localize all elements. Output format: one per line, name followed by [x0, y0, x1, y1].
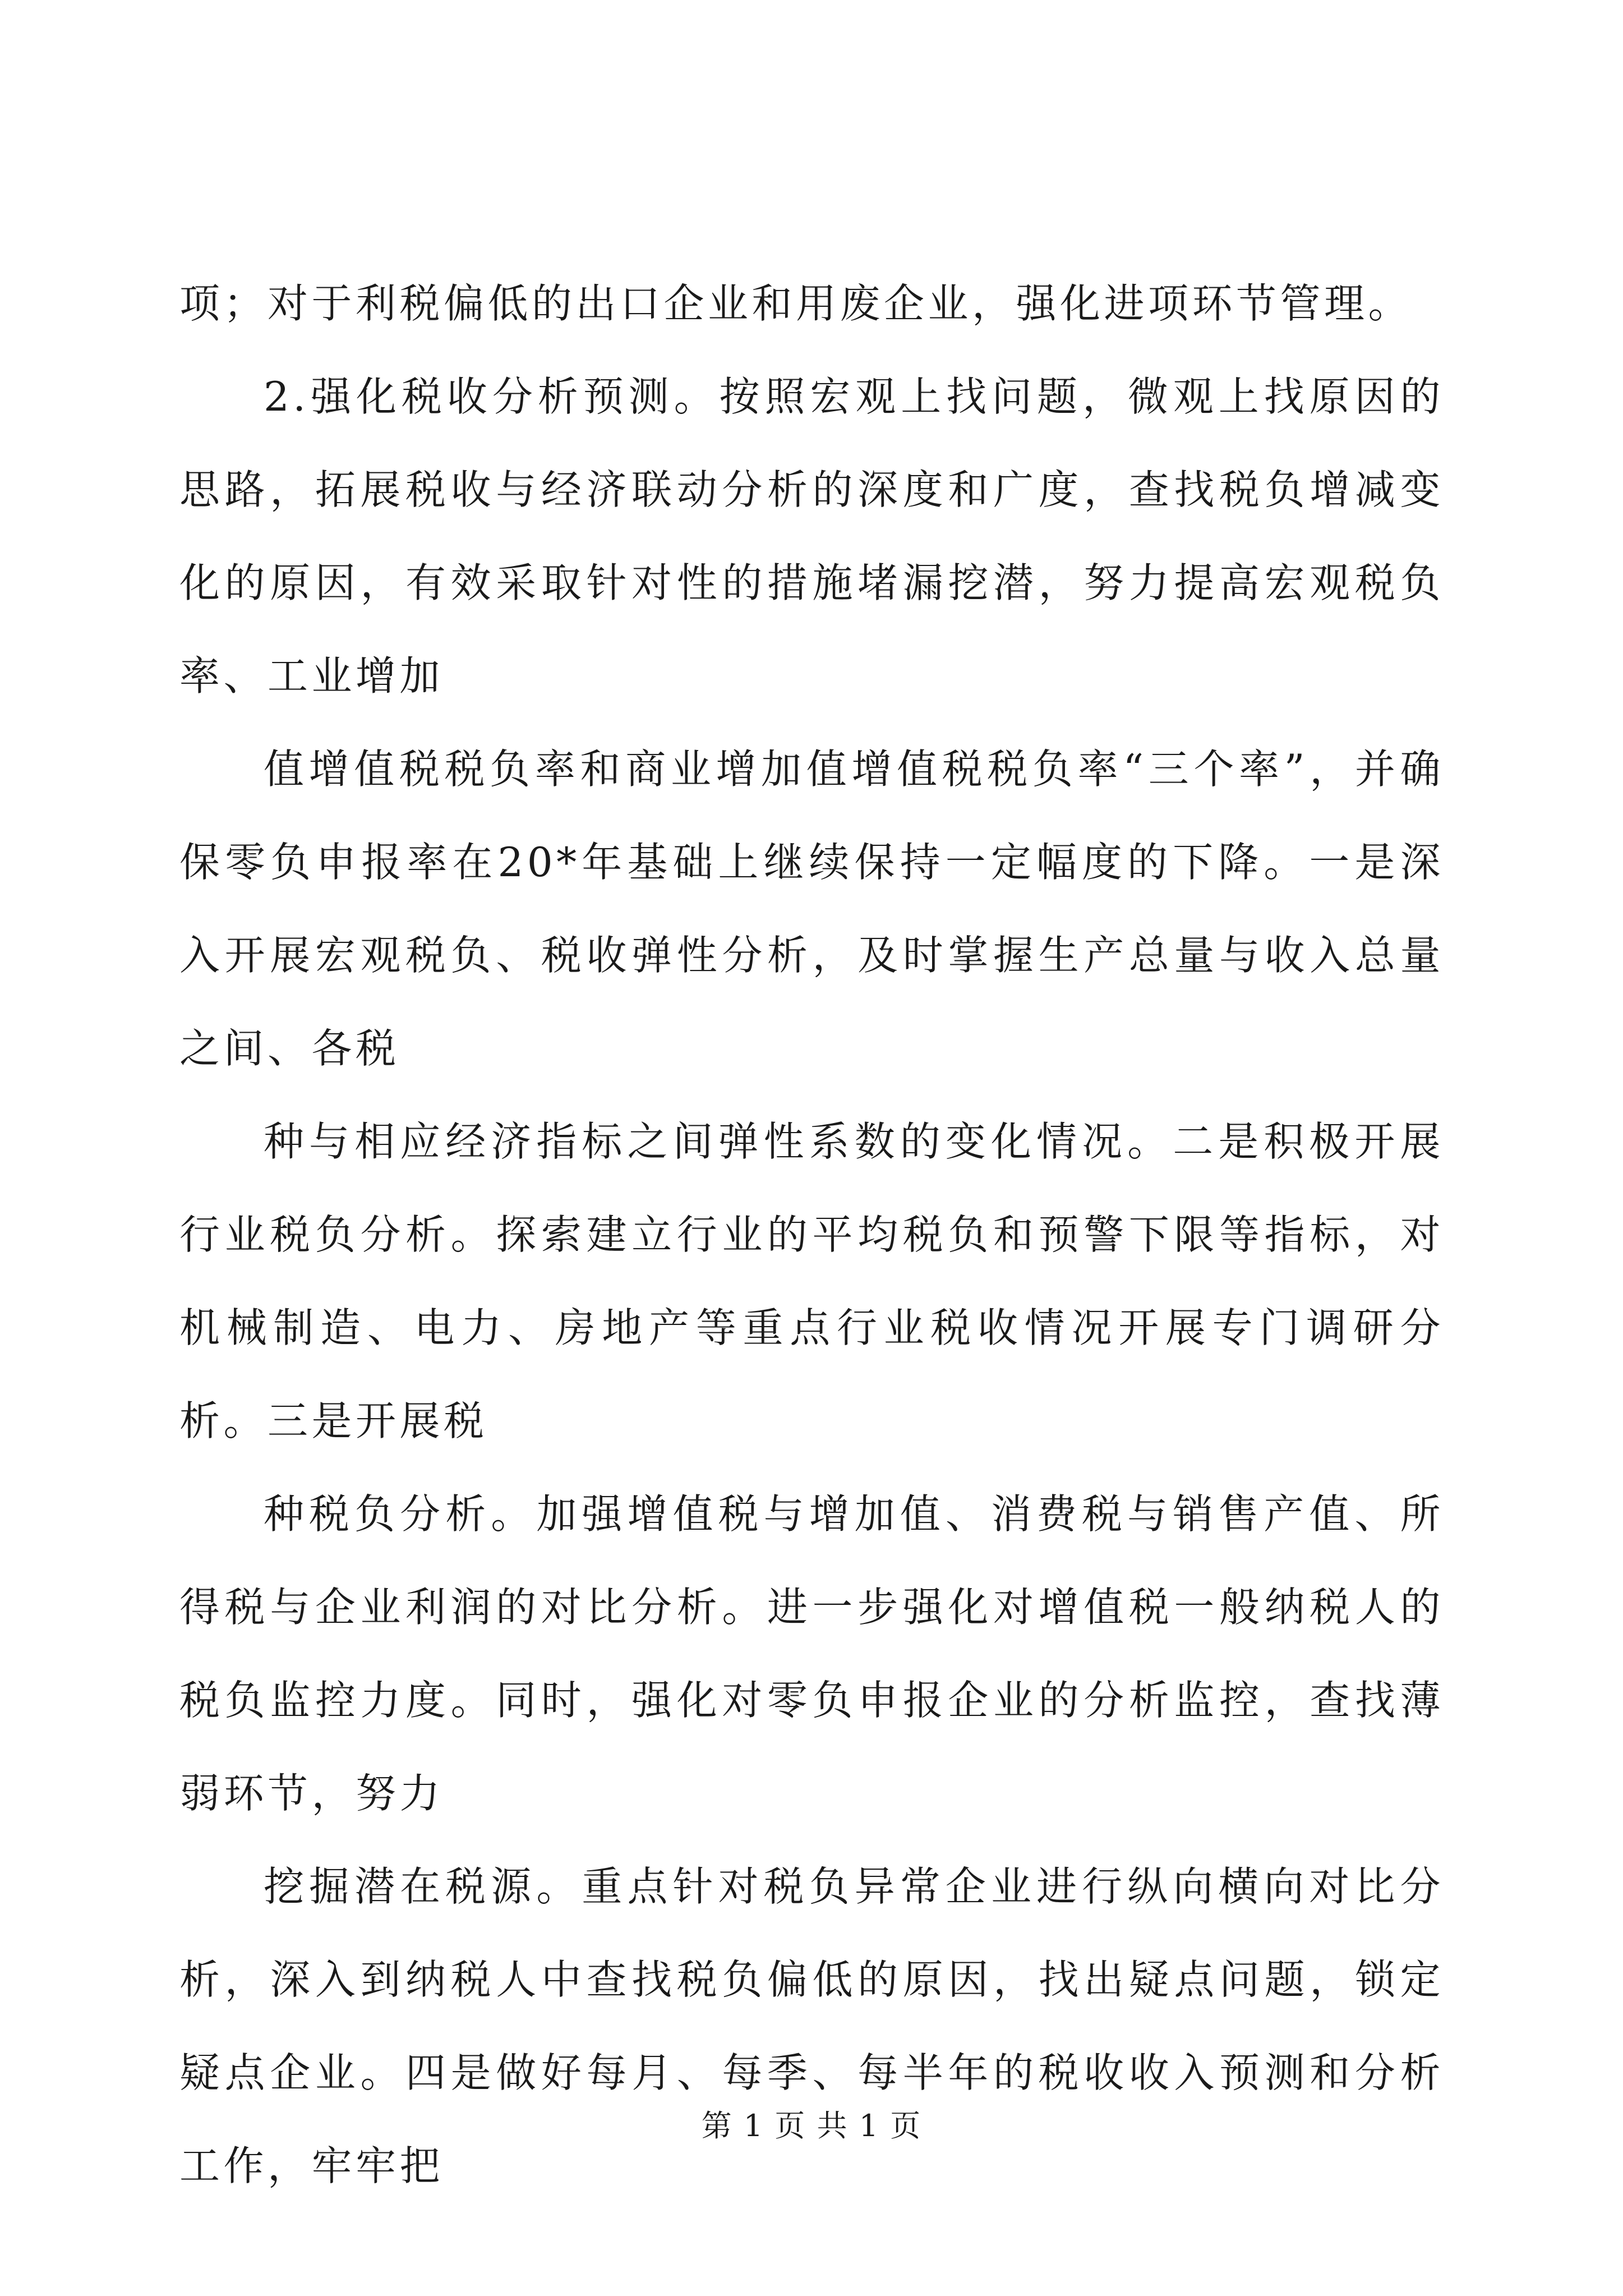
paragraph-2: 2.强化税收分析预测。按照宏观上找问题，微观上找原因的思路，拓展税收与经济联动分析的深度和广度，查找税负增减变化的原因，有效采取针对性的措施堵漏挖潜，努力提高宏观税负率、工业增加 — [179, 373, 1444, 700]
paragraph-3: 值增值税税负率和商业增加值增值税税负率“三个率”，并确保零负申报率在20*年基础上继续保持一定幅度的下降。一是深入开展宏观税负、税收弹性分析，及时掌握生产总量与收入总量之间、各税 — [179, 746, 1444, 1072]
paragraph-5: 种税负分析。加强增值税与增加值、消费税与销售产值、所得税与企业利润的对比分析。进一步强化对增值税一般纳税人的税负监控力度。同时，强化对零负申报企业的分析监控，查找薄弱环节，努力 — [179, 1490, 1444, 1817]
paragraph-1: 项；对于利税偏低的出口企业和用废企业，强化进项环节管理。 — [179, 280, 1413, 327]
page-footer: 第 1 页 共 1 页 — [701, 2108, 922, 2143]
paragraph-4: 种与相应经济指标之间弹性系数的变化情况。二是积极开展行业税负分析。探索建立行业的平均税负和预警下限等指标，对机械制造、电力、房地产等重点行业税收情况开展专门调研分析。三是开展税 — [179, 1118, 1444, 1444]
paragraph-6: 挖掘潜在税源。重点针对税负异常企业进行纵向横向对比分析，深入到纳税人中查找税负偏低的原因，找出疑点问题，锁定疑点企业。四是做好每月、每季、每半年的税收收入预测和分析工作，牢牢把 — [179, 1863, 1444, 2189]
document-body — [179, 257, 1444, 2212]
